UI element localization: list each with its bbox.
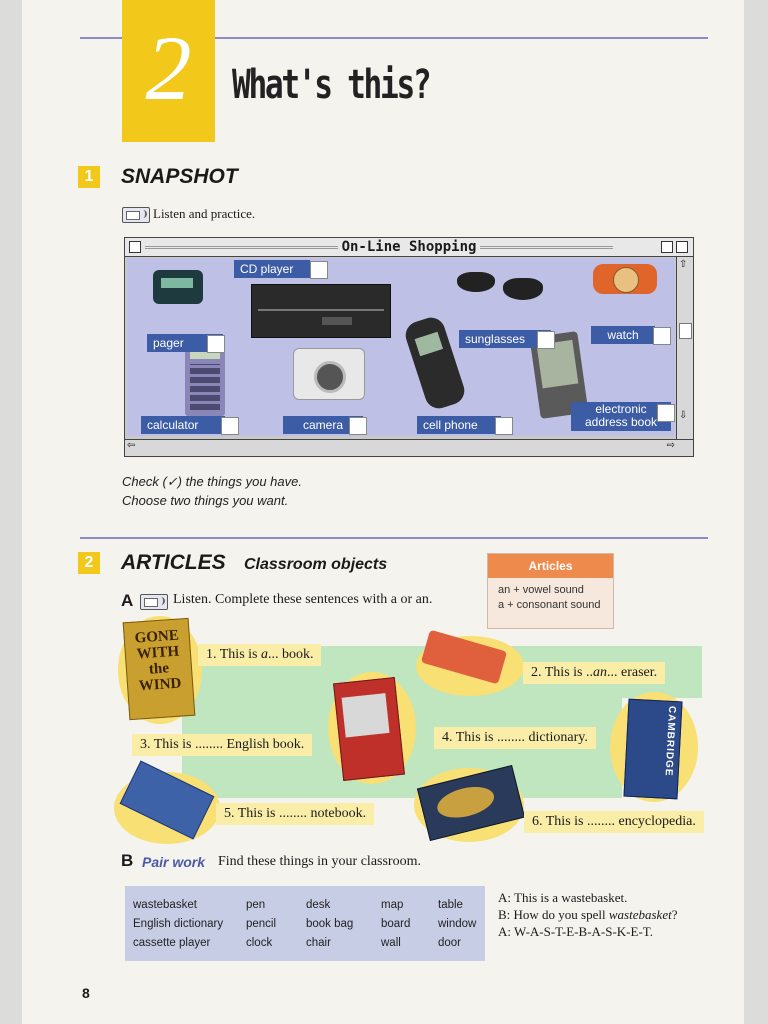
sentence-1 [198, 644, 321, 666]
encyclopedia-cover-art [434, 782, 497, 823]
label-cell-phone: cell phone [417, 416, 501, 434]
word-item: wall [381, 937, 401, 949]
word-item: book bag [306, 918, 354, 930]
word-item: pen [246, 899, 266, 911]
word-column-1 [133, 896, 223, 953]
part-a-label: A [121, 591, 134, 610]
dictionary-image [623, 699, 682, 800]
sentence-3 [132, 734, 312, 756]
sentence-5 [216, 803, 374, 825]
label-watch: watch [591, 326, 655, 344]
sentence-6-blank[interactable]: ........ [586, 814, 615, 829]
watch-image [593, 264, 657, 294]
snapshot-instruction: Listen and practice. [153, 206, 256, 221]
english-book-image [333, 677, 405, 781]
word-item: map [381, 899, 404, 911]
audio-icon[interactable] [122, 207, 150, 223]
sentence-4-pre: 4. This is [442, 730, 497, 745]
pager-image [153, 270, 203, 304]
label-electronic-line-1: electronic [595, 402, 647, 416]
lens-right [503, 278, 543, 300]
sentence-2-pre: 2. This is [531, 665, 586, 680]
choose-instruction: Choose two things you want. [122, 493, 289, 508]
word-item: wastebasket [133, 899, 197, 911]
sentence-1-answer[interactable]: a [260, 647, 268, 662]
camera-image [293, 348, 365, 400]
unit-number: 2 [145, 17, 192, 119]
word-item: cassette player [133, 937, 211, 949]
collapse-box-icon[interactable] [676, 241, 688, 253]
calculator-image [185, 344, 225, 416]
word-item: table [438, 899, 463, 911]
label-sunglasses: sunglasses [459, 330, 551, 348]
section-1-number: 1 [78, 166, 100, 188]
sentence-2-post: ... eraser. [606, 665, 658, 680]
articles-subtitle: Classroom objects [244, 556, 388, 573]
cd-display [322, 317, 352, 325]
lens-left [457, 272, 495, 292]
label-camera: camera [283, 416, 363, 434]
sentence-5-post: notebook. [306, 806, 367, 821]
sentence-4-blank[interactable]: ........ [496, 730, 525, 745]
section-2-number: 2 [78, 552, 100, 574]
vertical-scrollbar[interactable] [676, 257, 693, 439]
label-cd-player: CD player [234, 260, 310, 278]
novel-image [123, 618, 196, 720]
sentence-1-pre: 1. This is [206, 647, 261, 662]
word-item: board [381, 918, 411, 930]
checkbox-cell-phone[interactable] [495, 417, 513, 435]
classroom-words-box [125, 886, 485, 961]
checkbox-sunglasses[interactable] [537, 331, 555, 349]
articles-rule-a: a + consonant sound [498, 599, 601, 611]
checkbox-pager[interactable] [207, 335, 225, 353]
window-title: On-Line Shopping [338, 239, 481, 255]
online-shopping-window [124, 237, 694, 457]
page-number: 8 [82, 985, 90, 1001]
sunglasses-image [457, 272, 547, 302]
dialog-line-a1: A: This is a wastebasket. [498, 890, 628, 905]
dictionary-spine-text: CAMBRIDGE [662, 705, 678, 777]
sentence-4 [434, 727, 596, 749]
check-instruction: Check (✓) the things you have. [122, 474, 302, 489]
spelling-dialog [498, 889, 677, 940]
sentence-3-blank[interactable]: ........ [194, 737, 223, 752]
word-item: window [438, 918, 477, 930]
page-title: What's this? [232, 62, 430, 108]
dialog-b-post: ? [671, 907, 678, 922]
unit-tab [122, 0, 215, 142]
label-electronic-address-book [571, 402, 671, 431]
word-item: English dictionary [133, 918, 224, 930]
scroll-down-icon[interactable]: ⇩ [679, 410, 688, 421]
articles-title: ARTICLES [121, 551, 226, 574]
word-column-5 [438, 896, 476, 953]
checkbox-camera[interactable] [349, 417, 367, 435]
cd-tray [258, 309, 384, 311]
novel-cover-text: GONE WITH the WIND [134, 627, 182, 695]
scroll-thumb[interactable] [679, 323, 692, 339]
audio-icon-a[interactable] [140, 594, 168, 610]
sentence-2-blank: .. [585, 665, 593, 680]
label-electronic-line-2: address book [584, 415, 658, 429]
sentence-6 [524, 811, 704, 833]
window-titlebar [125, 238, 693, 257]
window-content [127, 258, 675, 436]
checkbox-cd-player[interactable] [310, 261, 328, 279]
articles-rule-an: an + vowel sound [498, 584, 584, 596]
phone-screen [415, 332, 443, 357]
word-item: pencil [246, 918, 277, 930]
window-title-wrap [125, 239, 693, 255]
horizontal-scrollbar[interactable] [125, 439, 693, 456]
sentence-5-blank[interactable]: ........ [278, 806, 307, 821]
dialog-b-word: wastebasket [608, 907, 672, 922]
english-book-cover-art [342, 693, 390, 737]
word-item: clock [246, 937, 273, 949]
scroll-left-icon[interactable]: ⇦ [127, 440, 136, 451]
snapshot-title: SNAPSHOT [121, 165, 238, 188]
label-pager: pager [147, 334, 223, 352]
sentence-3-post: English book. [222, 737, 305, 752]
part-a-instruction: Listen. Complete these sentences with a or an. [173, 592, 433, 607]
part-b-title: Pair work [142, 854, 206, 870]
section-rule [80, 537, 708, 539]
checkbox-electronic-address-book[interactable] [657, 404, 675, 422]
articles-rule-box [487, 553, 614, 629]
sentence-6-post: encyclopedia. [614, 814, 696, 829]
dialog-line-b [498, 906, 677, 923]
word-item: desk [306, 899, 331, 911]
camera-lens [314, 361, 346, 393]
sentence-4-post: dictionary. [524, 730, 588, 745]
part-b-instruction: Find these things in your classroom. [218, 854, 421, 869]
sentence-2 [523, 662, 665, 684]
cell-phone-image [402, 314, 468, 412]
watch-face [613, 267, 639, 293]
scroll-up-icon[interactable]: ⇧ [679, 259, 688, 270]
word-column-2 [246, 896, 276, 953]
cd-player-image [251, 284, 391, 338]
sentence-1-post: ... book. [267, 647, 314, 662]
sentence-6-pre: 6. This is [532, 814, 587, 829]
zoom-box-icon[interactable] [661, 241, 673, 253]
dialog-b-pre: B: How do you spell [498, 907, 609, 922]
part-b-label: B [121, 851, 134, 870]
sentence-3-pre: 3. This is [140, 737, 195, 752]
pager-screen [161, 278, 193, 288]
word-item: chair [306, 937, 331, 949]
scroll-right-icon[interactable]: ⇨ [666, 440, 675, 451]
label-calculator: calculator [141, 416, 225, 434]
calculator-keys [190, 364, 220, 410]
textbook-page [22, 0, 744, 1024]
checkbox-watch[interactable] [653, 327, 671, 345]
sentence-2-answer[interactable]: an [592, 665, 607, 680]
word-item: door [438, 937, 462, 949]
sentence-5-pre: 5. This is [224, 806, 279, 821]
word-column-4 [381, 896, 410, 953]
checkbox-calculator[interactable] [221, 417, 239, 435]
word-column-3 [306, 896, 353, 953]
articles-box-title: Articles [488, 554, 613, 578]
dialog-line-a2: A: W-A-S-T-E-B-A-S-K-E-T. [498, 924, 654, 939]
